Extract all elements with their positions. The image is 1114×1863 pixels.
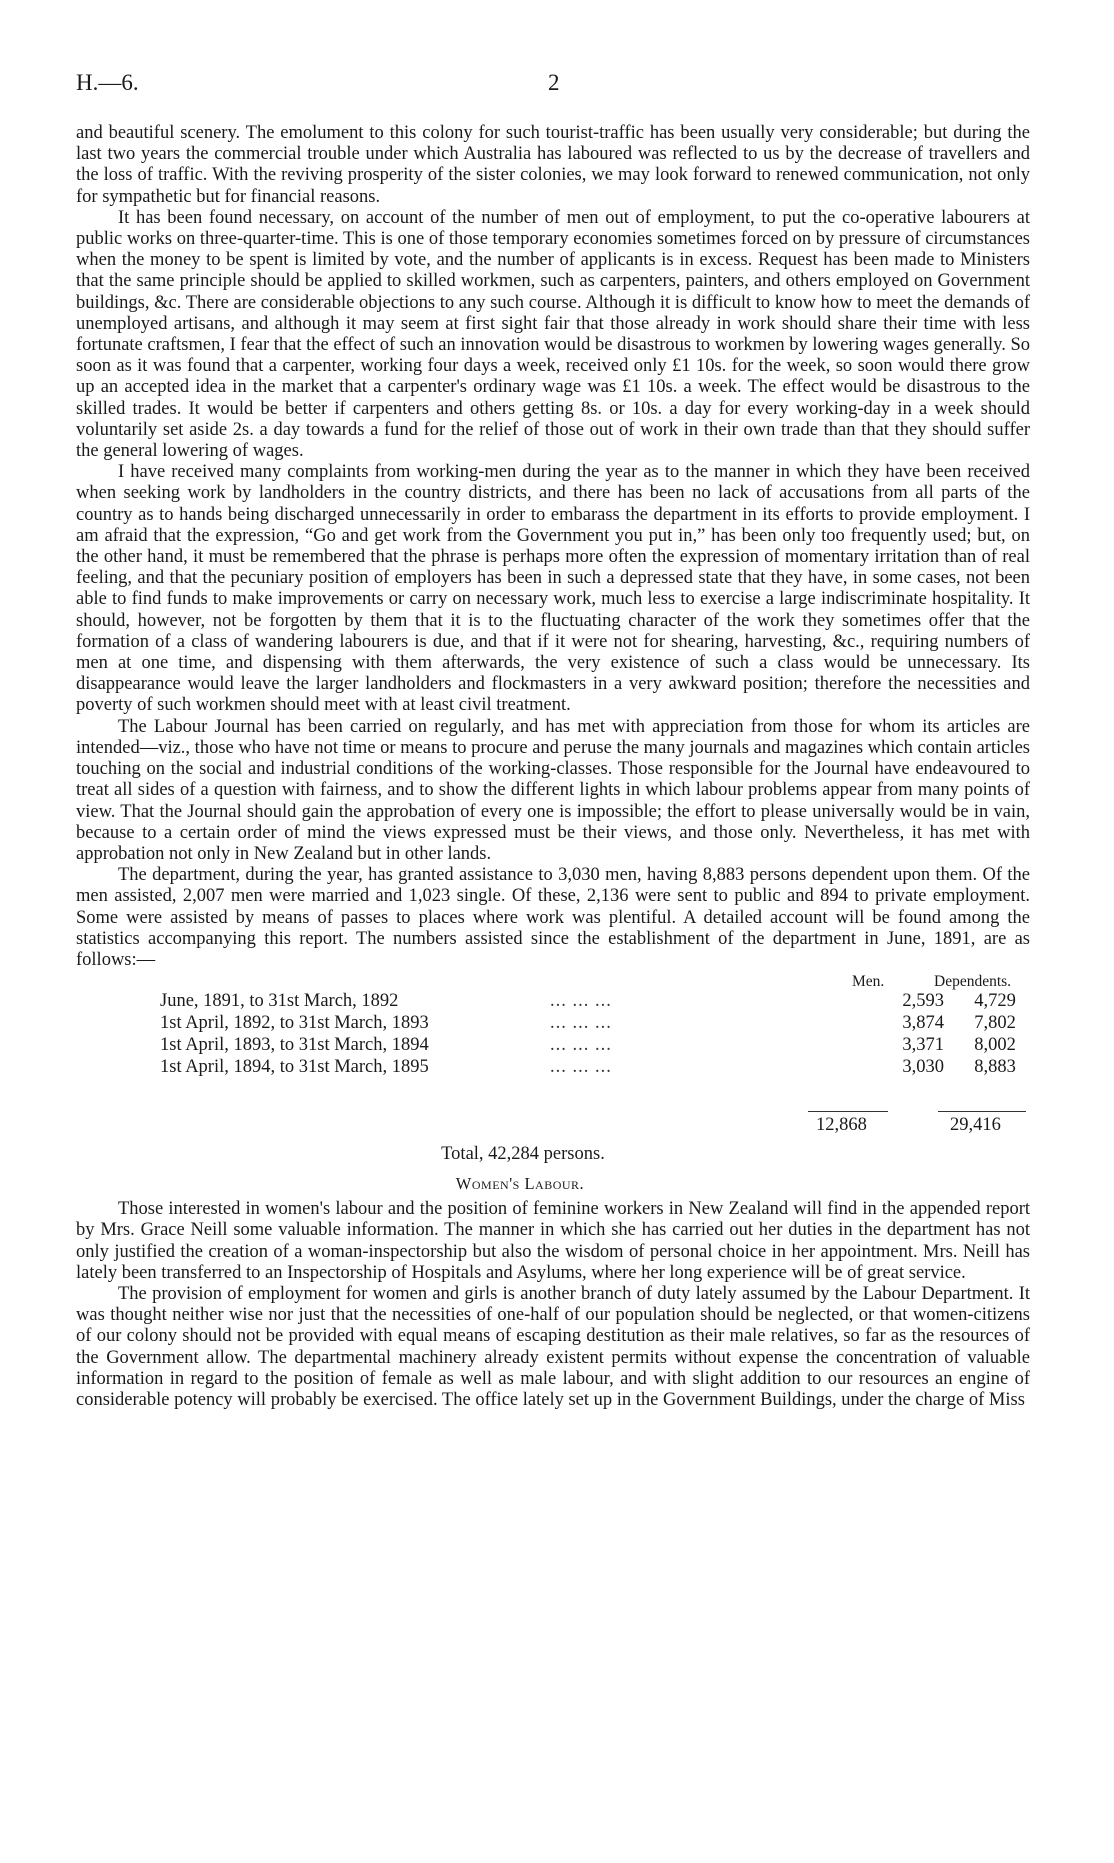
row-dependents: 4,729 xyxy=(974,991,1016,1012)
row-leader-dots: ... ... ... xyxy=(550,1057,612,1078)
section-title-text: Women's Labour. xyxy=(455,1174,585,1194)
row-period: 1st April, 1893, to 31st March, 1894 xyxy=(160,1035,429,1056)
paragraph: Those interested in women's labour and the position of feminine workers in New Zealand will find in the appended report by Mrs. Grace Neill some valuable information. The manner in which she has carried out her duties in the department has not only justified the creation of a woman-inspectorship but also the wisdom of personal choice in her appointment. Mrs. Neill has lately been transferred to an Inspectorship of Hospitals and Asylums, where her long experience will be of great service. xyxy=(76,1199,1030,1283)
paragraph: The Labour Journal has been carried on regularly, and has met with appreciation from those for whom its articles are intended—viz., those who have not time or means to procure and peruse the many journals and magazines which contain articles touching on the social and industrial conditions of the working-classes. Those responsible for the Journal have endeavoured to treat all sides of a question with fairness, and to show the different lights in which labour problems appear from many points of view. That the Journal should gain the approbation of every one is impossible; the effort to please universally would be in vain, because to a certain order of mind the views expressed must be their views, and those only. Nevertheless, it has met with approbation not only in New Zealand but in other lands. xyxy=(76,716,1030,864)
row-dependents: 8,883 xyxy=(974,1057,1016,1078)
men-total: 12,868 xyxy=(816,1115,867,1136)
assistance-table xyxy=(76,971,1030,1139)
paragraphs-top xyxy=(76,123,1030,971)
men-total-rule xyxy=(808,1111,888,1112)
row-dependents: 8,002 xyxy=(974,1035,1016,1056)
document-reference: H.—6. xyxy=(76,70,139,95)
row-dependents: 7,802 xyxy=(974,1013,1016,1034)
row-men: 3,371 xyxy=(902,1035,944,1056)
page-number: 2 xyxy=(548,70,560,95)
grand-total: Total, 42,284 persons. xyxy=(441,1144,605,1165)
table-row xyxy=(160,991,1030,1012)
column-header-men: Men. xyxy=(852,973,885,991)
paragraph: The department, during the year, has granted assistance to 3,030 men, having 8,883 persons dependent upon them. Of the men assisted, 2,007 men were married and 1,023 single. Of these, 2,136 were sent to public and 894 to private employment. Some were assisted by means of passes to places where work was plentiful. A detailed account will be found among the statistics accompanying this report. The numbers assisted since the establishment of the department in June, 1891, are as follows:— xyxy=(76,865,1030,970)
table-row xyxy=(160,1035,1030,1056)
row-leader-dots: ... ... ... xyxy=(550,1035,612,1056)
column-header-dependents: Dependents. xyxy=(934,973,1012,991)
row-period: 1st April, 1894, to 31st March, 1895 xyxy=(160,1057,429,1078)
row-period: June, 1891, to 31st March, 1892 xyxy=(160,991,399,1012)
paragraphs-bottom xyxy=(76,1199,1030,1411)
section-title xyxy=(10,1169,1030,1199)
table-row xyxy=(160,1013,1030,1034)
row-men: 3,874 xyxy=(902,1013,944,1034)
page-header xyxy=(76,70,1030,102)
row-period: 1st April, 1892, to 31st March, 1893 xyxy=(160,1013,429,1034)
row-leader-dots: ... ... ... xyxy=(550,991,612,1012)
row-men: 2,593 xyxy=(902,991,944,1012)
page-body xyxy=(76,123,1030,1411)
row-leader-dots: ... ... ... xyxy=(550,1013,612,1034)
table-row xyxy=(160,1057,1030,1078)
paragraph: I have received many complaints from working-men during the year as to the manner in which they have been received when seeking work by landholders in the country districts, and there has been no lack of accusations from all parts of the country as to hands being discharged unnecessarily in order to embarass the department in its efforts to provide employment. I am afraid that the expression, “Go and get work from the Government you put in,” has been only too frequently used; but, on the other hand, it must be remembered that the phrase is perhaps more often the expression of momentary irritation than of real feeling, and that the pecuniary position of employers has been in such a depressed state that they have, in some cases, not been able to find funds to make improvements or carry on necessary work, much less to exercise a large indiscriminate hospitality. It should, however, not be forgotten by them that it is to the fluctuating character of the work they sometimes offer that the formation of a class of wandering labourers is due, and that if it were not for shearing, harvesting, &c., requiring numbers of men at one time, and dispensing with them afterwards, the very existence of such a class would be unnecessary. Its disappearance would leave the larger landholders and flockmasters in a very awkward position; therefore the necessities and poverty of such workmen should meet with at least civil treatment. xyxy=(76,462,1030,716)
paragraph: It has been found necessary, on account of the number of men out of employment, to put the co-operative labourers at public works on three-quarter-time. This is one of those temporary economies sometimes forced on by pressure of circumstances when the money to be spent is limited by vote, and the number of applicants is in excess. Request has been made to Ministers that the same principle should be applied to skilled workmen, such as carpenters, painters, and others employed on Government buildings, &c. There are considerable objections to any such course. Although it is difficult to know how to meet the demands of unemployed artisans, and although it may seem at first sight fair that those already in work should share their time with less fortunate craftsmen, I fear that the effect of such an innovation would be disastrous to workmen by lowering wages generally. So soon as it was found that a carpenter, working four days a week, received only £1 10s. for the week, so soon would there grow up an accepted idea in the market that a carpenter's ordinary wage was £1 10s. a week. The effect would be disastrous to the skilled trades. It would be better if carpenters and others getting 8s. or 10s. a day for every working-day in a week should voluntarily set aside 2s. a day towards a fund for the relief of those out of work in their own trade than that they should suffer the general lowering of wages. xyxy=(76,207,1031,462)
paragraph: and beautiful scenery. The emolument to this colony for such tourist-traffic has been usually very considerable; but during the last two years the commercial trouble under which Australia has laboured was reflected to us by the decrease of travellers and the loss of traffic. With the reviving prosperity of the sister colonies, we may look forward to renewed communication, not only for sympathetic but for financial reasons. xyxy=(76,123,1030,207)
row-men: 3,030 xyxy=(902,1057,944,1078)
paragraph: The provision of employment for women and girls is another branch of duty lately assumed by the Labour Department. It was thought neither wise nor just that the necessities of one-half of our population should be neglected, or that women-citizens of our colony should not be provided with equal means of escaping destitution as their male relatives, so far as the resources of the Government allow. The departmental machinery already existent permits without expense the concentration of valuable information in regard to the position of female as well as male labour, and with slight addition to our resources an engine of considerable potency will probably be exercised. The office lately set up in the Government Buildings, under the charge of Miss xyxy=(76,1283,1030,1410)
dependents-total-rule xyxy=(938,1111,1026,1112)
dependents-total: 29,416 xyxy=(950,1115,1001,1136)
